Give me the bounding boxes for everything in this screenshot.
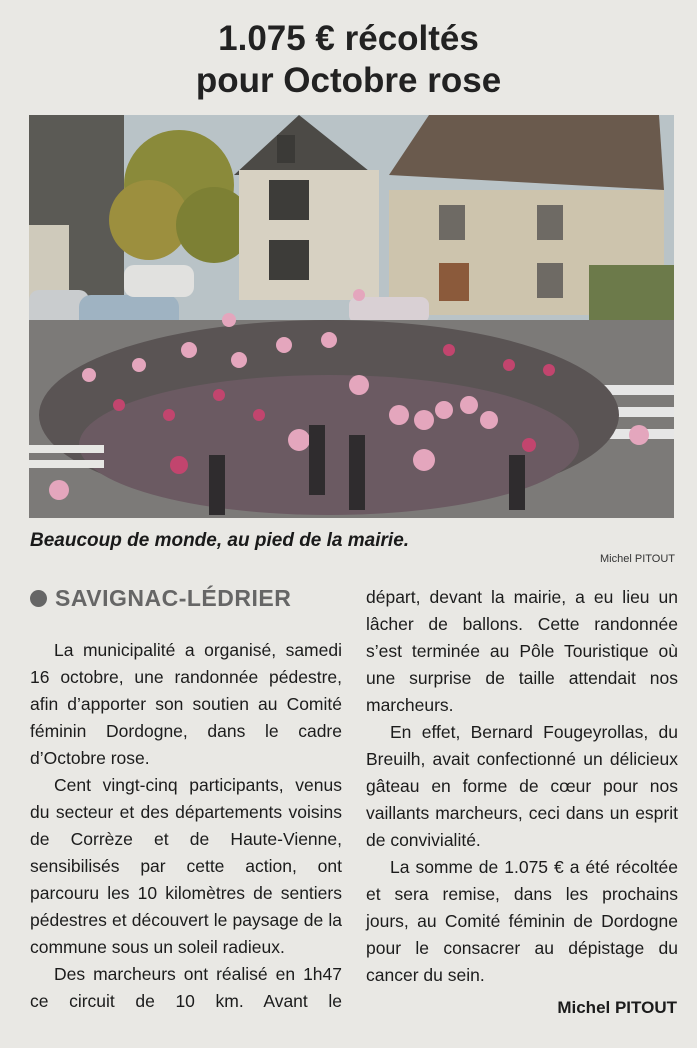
bullet-icon	[30, 590, 47, 607]
headline-line-2: pour Octobre rose	[195, 61, 502, 100]
photo-credit: Michel PITOUT	[600, 553, 675, 565]
article-paragraph: La somme de 1.075 € a été récoltée et sera remise, dans les prochains jours, au Comité féminin de Dordogne pour le consacrer au dépistage du cancer du sein.	[366, 857, 678, 985]
headline	[0, 18, 697, 102]
article-paragraph: La municipalité a organisé, samedi 16 octobre, une randonnée pédestre, afin d’apporter son soutien au Comité féminin Dordogne, dans le cadre d’Octobre rose.	[30, 640, 342, 768]
article-paragraph: En effet, Bernard Fougeyrollas, du Breuilh, avait confectionné un délicieux gâteau en forme de cœur pour nos vaillants marcheurs, ceci dans un esprit de convivialité.	[366, 722, 678, 850]
article-paragraph: départ, devant la mairie, a eu lieu un lâcher de ballons. Cette randonnée s’est terminée au Pôle Touristique où une surprise de taille attendait nos marcheurs.	[366, 587, 678, 715]
headline-line-1: 1.075 € récoltés	[218, 19, 479, 58]
article-column-right	[366, 584, 678, 989]
article-paragraph: Cent vingt-cinq participants, venus du secteur et des départements voisins de Corrèze et de Haute-Vienne, sensibilisés par cette action, ont parcouru les 10 kilomètres de sentiers pédestres et découvert le paysage de la commune sous un soleil radieux.	[30, 775, 342, 957]
locality-label: SAVIGNAC-LÉDRIER	[55, 584, 292, 611]
article-photo	[29, 115, 674, 518]
crowd-photo-illustration	[29, 115, 674, 518]
article-column-left	[30, 585, 342, 1015]
article-signature: Michel PITOUT	[557, 998, 677, 1017]
locality-heading	[30, 585, 342, 611]
article-paragraph: Des marcheurs ont réalisé en 1h47 ce circuit de 10 km. Avant le	[30, 964, 342, 1011]
photo-caption: Beaucoup de monde, au pied de la mairie.	[30, 530, 410, 551]
